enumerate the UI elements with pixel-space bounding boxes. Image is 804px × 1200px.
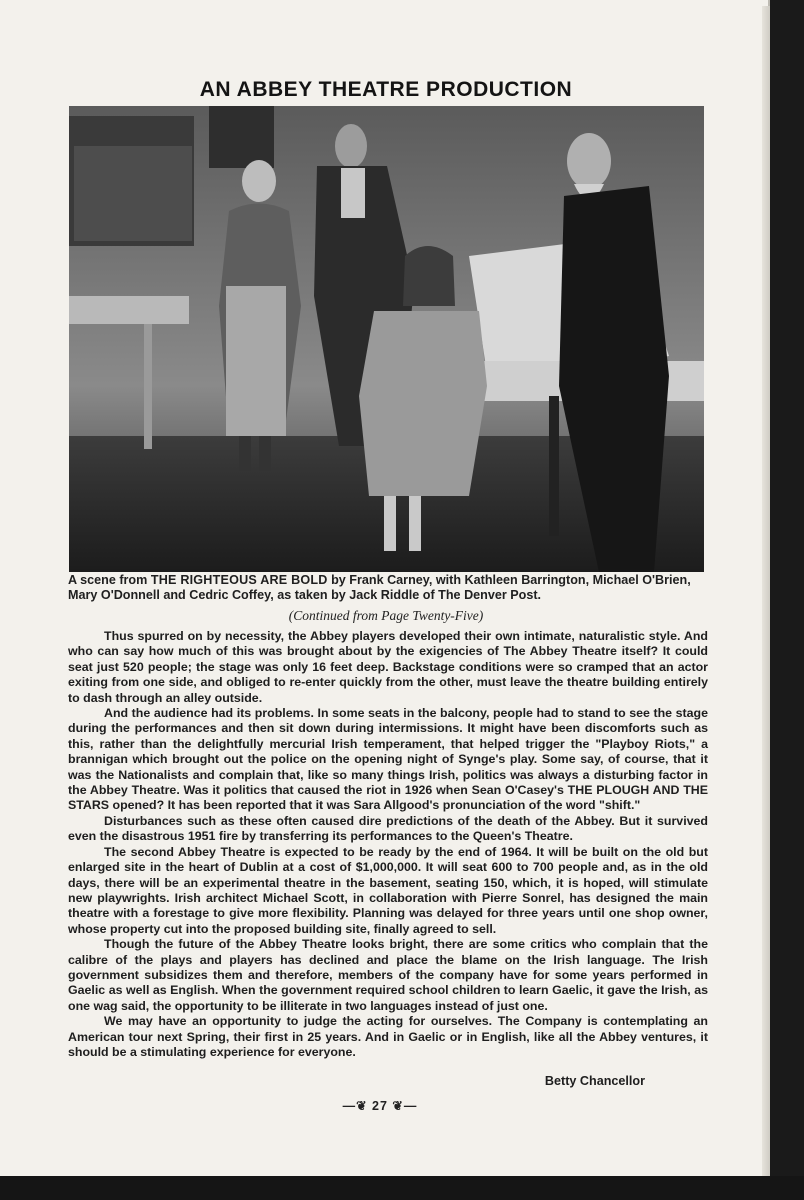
scan-border [0,1176,804,1200]
author-signature: Betty Chancellor [544,1074,645,1088]
stage-photo [69,106,704,572]
page-headline: AN ABBEY THEATRE PRODUCTION [199,78,573,101]
stage-photo-icon [69,106,704,572]
article-paragraph: Disturbances such as these often caused dire predictions of the death of the Abbey. But it survived even the disastrous 1951 fire by transferring its performances to the Queen's Theatre. [68,813,708,844]
caption-prefix: A scene from [68,573,151,587]
article-body [68,629,708,1060]
page-number: —❦ 27 ❦— [342,1099,418,1113]
caption-credits: by Frank Carney, with Kathleen Barrington, Michael O'Brien, Mary O'Donnell and Cedric Coffey, as taken by Jack Riddle of The Denver Post. [68,573,691,602]
article-paragraph: We may have an opportunity to judge the acting for ourselves. The Company is contemplating an American tour next Spring, their first in 25 years. And in Gaelic or in English, like all the Abbey ventures, it should be a stimulating experience for everyone. [68,1014,708,1059]
article-paragraph: The second Abbey Theatre is expected to be ready by the end of 1964. It will be built on the old but enlarged site in the heart of Dublin at a cost of $1,000,000. It will seat 600 to 700 people and, as in the old days, there will be an experimental theatre in the basement, seating 150, which, it is hoped, will stimulate new playwrights. Irish architect Michael Scott, in collaboration with Pierre Sonrel, has designed the main theatre with a forestage to give more flexibility. Planning was delayed for three years until one shop owner, whose property cut into the proposed building site, finally agreed to sell. [68,844,708,936]
article-paragraph: Though the future of the Abbey Theatre looks bright, there are some critics who complain that the calibre of the plays and players has declined and place the blame on the Irish language. The Irish government subsidizes them and therefore, members of the company have for some years performed in Gaelic as well as English. When the government required school children to learn Gaelic, it gave the Irish, as one wag said, the opportunity to be illiterate in two languages instead of just one. [68,937,708,1013]
article-paragraph: Thus spurred on by necessity, the Abbey players developed their own intimate, naturalistic style. And who can say how much of this was brought about by the exigencies of The Abbey Theatre itself? It could seat just 520 people; the stage was only 16 feet deep. Backstage conditions were so cramped that an actor exiting from one side, and obliged to re-enter quickly from the other, must leave the theatre building entirely to dash through an alley outside. [68,629,708,705]
photo-caption [68,573,708,603]
article-paragraph: And the audience had its problems. In some seats in the balcony, people had to stand to see the stage during the performances and then sit down during intermissions. It might have been discomforts such as this, rather than the delightfully mercurial Irish temperament, that helped trigger the "Playboy Riots," a brannigan which brought out the police on the opening night of Synge's play. Some say, of course, that it was the Nationalists and complain that, like so many things Irish, politics was always a disturbing factor in the Abbey Theatre. Was it politics that caused the riot in 1926 when Sean O'Casey's THE PLOUGH AND THE STARS opened? It has been reported that it was Sara Allgood's pronunciation of the word "shift." [68,706,708,813]
caption-play-title: THE RIGHTEOUS ARE BOLD [150,573,328,587]
continued-note: (Continued from Page Twenty-Five) [288,608,484,623]
page-edge [762,6,770,1176]
